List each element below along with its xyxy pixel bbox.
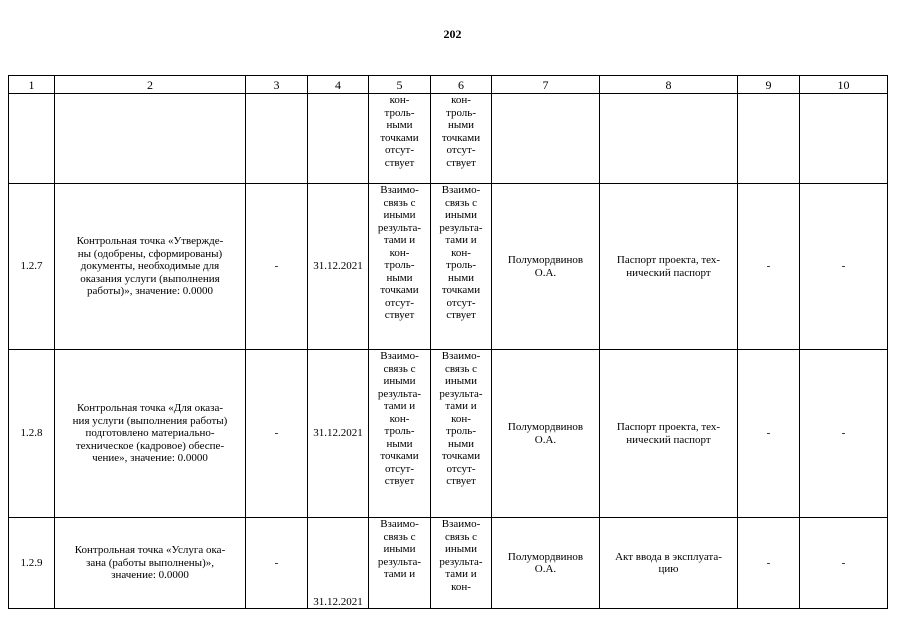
responsible-person: Полумордвинов О.А.: [492, 518, 600, 609]
cell-3: -: [246, 184, 308, 350]
column-header: 1: [9, 76, 55, 94]
confirming-document: Паспорт проекта, тех- нический паспорт: [600, 184, 738, 350]
cell-10: -: [800, 184, 888, 350]
header-row: [9, 76, 888, 94]
table-row: [9, 94, 888, 184]
table-row: [9, 350, 888, 518]
column-header: 9: [738, 76, 800, 94]
deadline-date: 31.12.2021: [308, 350, 369, 518]
control-point-name: Контрольная точка «Утвержде- ны (одобрены, сформированы) документы, необходимые для оказания услуги (выполнения работы)», значение: 0.0000: [55, 184, 246, 350]
deadline-date: 31.12.2021: [308, 184, 369, 350]
cell-3: [246, 94, 308, 184]
confirming-document: Акт ввода в эксплуата- цию: [600, 518, 738, 609]
confirming-document: [600, 94, 738, 184]
control-point-name: Контрольная точка «Услуга ока- зана (работы выполнены)», значение: 0.0000: [55, 518, 246, 609]
cell-3: -: [246, 350, 308, 518]
row-number: 1.2.8: [9, 350, 55, 518]
relation-cell-6: Взаимо- связь с иными результа- тами и кон- троль- ными точками отсут- ствует: [431, 350, 492, 518]
relation-cell-5: кон- троль- ными точками отсут- ствует: [369, 94, 431, 184]
table-row: [9, 184, 888, 350]
cell-10: -: [800, 350, 888, 518]
cell-10: -: [800, 518, 888, 609]
cell-10: [800, 94, 888, 184]
cell-9: -: [738, 184, 800, 350]
column-header: 8: [600, 76, 738, 94]
relation-cell-6: кон- троль- ными точками отсут- ствует: [431, 94, 492, 184]
relation-cell-5: Взаимо- связь с иными результа- тами и: [369, 518, 431, 609]
deadline-date: [308, 94, 369, 184]
relation-cell-5: Взаимо- связь с иными результа- тами и кон- троль- ными точками отсут- ствует: [369, 350, 431, 518]
control-point-name: [55, 94, 246, 184]
row-number: [9, 94, 55, 184]
page-number: 202: [443, 27, 462, 41]
cell-3: -: [246, 518, 308, 609]
control-points-table: [8, 75, 888, 609]
relation-cell-5: Взаимо- связь с иными результа- тами и кон- троль- ными точками отсут- ствует: [369, 184, 431, 350]
relation-cell-6: Взаимо- связь с иными результа- тами и кон-: [431, 518, 492, 609]
column-header: 3: [246, 76, 308, 94]
responsible-person: [492, 94, 600, 184]
cell-9: [738, 94, 800, 184]
column-header: 2: [55, 76, 246, 94]
responsible-person: Полумордвинов О.А.: [492, 350, 600, 518]
cell-9: -: [738, 518, 800, 609]
deadline-date: 31.12.2021: [308, 518, 369, 609]
column-header: 6: [431, 76, 492, 94]
table-row: [9, 518, 888, 609]
row-number: 1.2.7: [9, 184, 55, 350]
responsible-person: Полумордвинов О.А.: [492, 184, 600, 350]
confirming-document: Паспорт проекта, тех- нический паспорт: [600, 350, 738, 518]
row-number: 1.2.9: [9, 518, 55, 609]
relation-cell-6: Взаимо- связь с иными результа- тами и кон- троль- ными точками отсут- ствует: [431, 184, 492, 350]
column-header: 10: [800, 76, 888, 94]
column-header: 5: [369, 76, 431, 94]
cell-9: -: [738, 350, 800, 518]
control-point-name: Контрольная точка «Для оказа- ния услуги (выполнения работы) подготовлено материально- техническое (кадровое) обеспе- чение», значение: 0.0000: [55, 350, 246, 518]
column-header: 4: [308, 76, 369, 94]
column-header: 7: [492, 76, 600, 94]
